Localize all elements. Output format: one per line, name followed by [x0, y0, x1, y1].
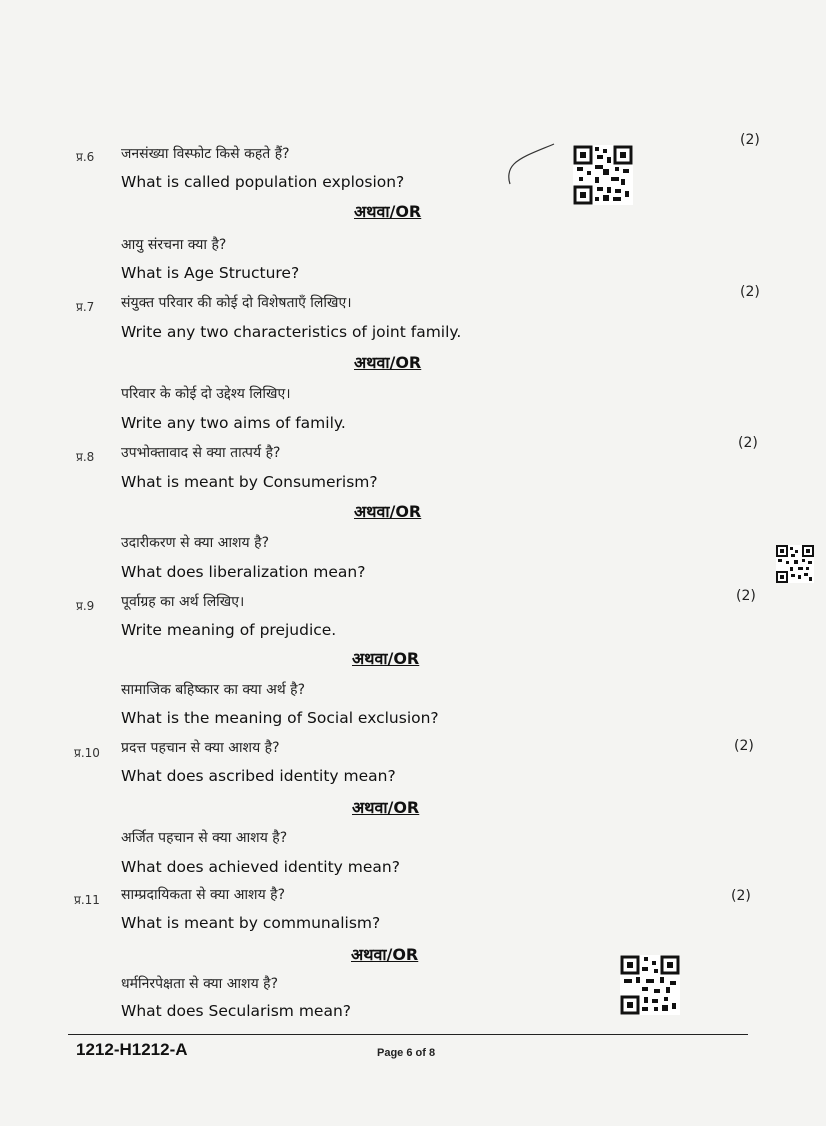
question-number: प्र.10 [74, 746, 100, 760]
question-hindi: प्रदत्त पहचान से क्या आशय है? [121, 740, 280, 756]
question-hindi: संयुक्त परिवार की कोई दो विशेषताएँ लिखिए। [121, 295, 352, 311]
alt-question-hindi: धर्मनिरपेक्षता से क्या आशय है? [121, 976, 279, 992]
question-english: What does ascribed identity mean? [121, 767, 396, 785]
qr-code-icon [620, 955, 680, 1015]
question-hindi: जनसंख्या विस्फोट किसे कहते हैं? [121, 146, 290, 162]
qr-code-icon [776, 545, 814, 583]
marks-label: (2) [738, 435, 758, 451]
footer-rule [68, 1034, 748, 1035]
or-label: अथवा/OR [354, 202, 422, 221]
or-label: अथवा/OR [352, 649, 420, 668]
marks-label: (2) [740, 284, 760, 300]
qr-code-icon [573, 145, 633, 205]
alt-question-english: Write any two aims of family. [121, 414, 346, 432]
question-english: What is meant by communalism? [121, 914, 381, 932]
marks-label: (2) [736, 588, 756, 604]
marks-label: (2) [740, 132, 760, 148]
or-label: अथवा/OR [351, 945, 419, 964]
alt-question-hindi: उदारीकरण से क्या आशय है? [121, 535, 269, 551]
question-hindi: साम्प्रदायिकता से क्या आशय है? [121, 887, 285, 903]
question-number: प्र.7 [76, 300, 95, 314]
question-number: प्र.9 [76, 599, 95, 613]
marks-label: (2) [734, 738, 754, 754]
alt-question-hindi: परिवार के कोई दो उद्देश्य लिखिए। [121, 386, 291, 402]
alt-question-english: What is Age Structure? [121, 264, 300, 282]
question-number: प्र.11 [74, 893, 100, 907]
alt-question-hindi: सामाजिक बहिष्कार का क्या अर्थ है? [121, 682, 306, 698]
question-english: Write any two characteristics of joint family. [121, 323, 462, 341]
question-english: What is meant by Consumerism? [121, 473, 378, 491]
or-label: अथवा/OR [354, 353, 422, 372]
or-label: अथवा/OR [352, 798, 420, 817]
marks-label: (2) [731, 888, 751, 904]
question-english: What is called population explosion? [121, 173, 405, 191]
alt-question-english: What does Secularism mean? [121, 1002, 352, 1020]
question-english: Write meaning of prejudice. [121, 621, 337, 639]
alt-question-hindi: अर्जित पहचान से क्या आशय है? [121, 830, 288, 846]
question-hindi: उपभोक्तावाद से क्या तात्पर्य है? [121, 445, 281, 461]
pen-mark-icon [500, 140, 560, 190]
page-number: Page 6 of 8 [377, 1047, 436, 1059]
or-label: अथवा/OR [354, 502, 422, 521]
alt-question-english: What is the meaning of Social exclusion? [121, 709, 439, 727]
question-hindi: पूर्वाग्रह का अर्थ लिखिए। [121, 594, 245, 610]
paper-code: 1212-H1212-A [76, 1040, 188, 1059]
question-number: प्र.6 [76, 150, 95, 164]
alt-question-english: What does achieved identity mean? [121, 858, 400, 876]
alt-question-hindi: आयु संरचना क्या है? [121, 237, 227, 253]
alt-question-english: What does liberalization mean? [121, 563, 366, 581]
question-number: प्र.8 [76, 450, 95, 464]
